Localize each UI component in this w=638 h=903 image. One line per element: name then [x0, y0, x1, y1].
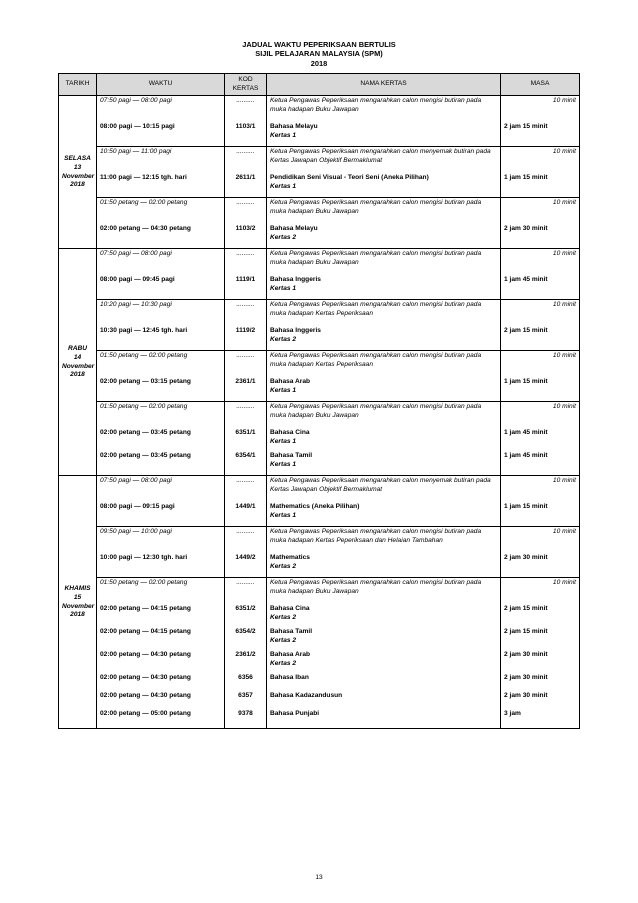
- masa-cell: 10 minit: [501, 351, 580, 379]
- masa-cell: 10 minit: [501, 198, 580, 226]
- waktu-cell: 02:00 petang — 04:15 petang: [97, 605, 225, 628]
- exam-row: [59, 452, 580, 476]
- waktu-cell: 08:00 pagi — 09:15 pagi: [97, 503, 225, 527]
- masa-cell: 1 jam 45 minit: [501, 429, 580, 452]
- nama-cell: [267, 147, 501, 175]
- waktu-cell: 10:50 pagi — 11:00 pagi: [97, 147, 225, 175]
- timetable-body: [59, 96, 580, 729]
- waktu-cell: 01:50 petang — 02:00 petang: [97, 578, 225, 606]
- kertas-label: Kertas 1: [270, 386, 297, 394]
- kod-cell: 1103/1: [225, 123, 267, 147]
- waktu-cell: 08:00 pagi — 09:45 pagi: [97, 276, 225, 300]
- kod-cell: 6351/2: [225, 605, 267, 628]
- waktu-cell: 01:50 petang — 02:00 petang: [97, 351, 225, 379]
- nama-cell: [267, 628, 501, 651]
- nama-text: Mathematics: [270, 554, 310, 561]
- kod-cell: ..........: [225, 147, 267, 175]
- kod-cell: ..........: [225, 402, 267, 430]
- waktu-cell: 02:00 petang — 03:45 petang: [97, 429, 225, 452]
- kertas-label: Kertas 2: [270, 636, 297, 644]
- instruction-row: [59, 476, 580, 504]
- kod-cell: 6354/2: [225, 628, 267, 651]
- waktu-cell: 10:00 pagi — 12:30 tgh. hari: [97, 554, 225, 578]
- instruction-row: [59, 402, 580, 430]
- kertas-label: Kertas 1: [270, 131, 297, 139]
- exam-row: [59, 378, 580, 402]
- col-kod-kertas: [225, 74, 267, 96]
- nama-cell: [267, 692, 501, 710]
- kertas-label: Kertas 1: [270, 460, 297, 468]
- waktu-cell: 02:00 petang — 04:30 petang: [97, 692, 225, 710]
- kertas-label: Kertas 1: [270, 284, 297, 292]
- waktu-cell: 07:50 pagi — 08:00 pagi: [97, 249, 225, 277]
- exam-row: [59, 503, 580, 527]
- waktu-cell: 01:50 petang — 02:00 petang: [97, 402, 225, 430]
- waktu-cell: 02:00 petang — 04:15 petang: [97, 628, 225, 651]
- kod-cell: 1119/2: [225, 327, 267, 351]
- col-tarikh: TARIKH: [59, 74, 97, 96]
- kertas-label: Kertas 2: [270, 659, 297, 667]
- kod-cell: ..........: [225, 249, 267, 277]
- nama-text: Bahasa Iban: [270, 674, 309, 681]
- exam-row: [59, 174, 580, 198]
- masa-cell: 10 minit: [501, 476, 580, 504]
- nama-cell: [267, 674, 501, 692]
- masa-cell: 2 jam 15 minit: [501, 628, 580, 651]
- title-line-3: 2018: [310, 58, 328, 68]
- masa-cell: 2 jam 15 minit: [501, 605, 580, 628]
- masa-cell: 10 minit: [501, 249, 580, 277]
- kod-cell: ..........: [225, 578, 267, 606]
- date-date: 15 November: [62, 593, 95, 610]
- nama-cell: [267, 198, 501, 226]
- date-day: RABU: [67, 345, 88, 353]
- nama-cell: [267, 578, 501, 606]
- masa-cell: 1 jam 15 minit: [501, 503, 580, 527]
- nama-text: Bahasa Kadazandusun: [270, 692, 343, 699]
- nama-cell: [267, 503, 501, 527]
- waktu-cell: 10:20 pagi — 10:30 pagi: [97, 300, 225, 328]
- masa-cell: 2 jam 30 minit: [501, 225, 580, 249]
- kod-cell: ..........: [225, 198, 267, 226]
- nama-text: Bahasa Arab: [270, 651, 311, 658]
- kod-cell: 1449/1: [225, 503, 267, 527]
- exam-row: [59, 276, 580, 300]
- kertas-label: Kertas 2: [270, 562, 297, 570]
- nama-text: Bahasa Punjabi: [270, 710, 320, 717]
- nama-text: Mathematics (Aneka Pilihan): [270, 503, 360, 510]
- kod-cell: 1449/2: [225, 554, 267, 578]
- waktu-cell: 02:00 petang — 04:30 petang: [97, 674, 225, 692]
- date-date: 14 November: [62, 353, 95, 370]
- masa-cell: 1 jam 45 minit: [501, 452, 580, 476]
- waktu-cell: 10:30 pagi — 12:45 tgh. hari: [97, 327, 225, 351]
- kod-cell: 2361/2: [225, 651, 267, 674]
- kod-cell: 1119/1: [225, 276, 267, 300]
- exam-row: [59, 674, 580, 692]
- nama-cell: [267, 651, 501, 674]
- masa-cell: 2 jam 30 minit: [501, 651, 580, 674]
- waktu-cell: 11:00 pagi — 12:15 tgh. hari: [97, 174, 225, 198]
- nama-text: Ketua Pengawas Peperiksaan mengarahkan calon mengisi butiran pada muka hadapan Buku Jawapan: [270, 403, 482, 419]
- nama-cell: [267, 174, 501, 198]
- instruction-row: [59, 198, 580, 226]
- waktu-cell: 01:50 petang — 02:00 petang: [97, 198, 225, 226]
- date-cell: [59, 96, 97, 249]
- nama-cell: [267, 378, 501, 402]
- nama-cell: [267, 429, 501, 452]
- date-day: KHAMIS: [64, 585, 91, 593]
- kod-cell: ..........: [225, 96, 267, 124]
- instruction-row: [59, 147, 580, 175]
- header-row: [59, 74, 580, 96]
- nama-cell: [267, 123, 501, 147]
- exam-timetable: [58, 73, 580, 729]
- exam-row: [59, 429, 580, 452]
- exam-row: [59, 225, 580, 249]
- exam-row: [59, 327, 580, 351]
- date-day: SELASA: [64, 155, 91, 163]
- date-date: 13 November: [62, 163, 95, 180]
- kertas-label: Kertas 1: [270, 437, 297, 445]
- masa-cell: 2 jam 15 minit: [501, 327, 580, 351]
- instruction-row: [59, 96, 580, 124]
- masa-cell: 10 minit: [501, 402, 580, 430]
- exam-row: [59, 554, 580, 578]
- kod-cell: 6356: [225, 674, 267, 692]
- nama-cell: [267, 710, 501, 729]
- nama-cell: [267, 476, 501, 504]
- kod-cell: ..........: [225, 527, 267, 555]
- waktu-cell: 08:00 pagi — 10:15 pagi: [97, 123, 225, 147]
- exam-row: [59, 710, 580, 729]
- kod-cell: 9378: [225, 710, 267, 729]
- exam-row: [59, 651, 580, 674]
- col-waktu: WAKTU: [97, 74, 225, 96]
- nama-cell: [267, 96, 501, 124]
- kod-cell: 2361/1: [225, 378, 267, 402]
- page-number: 13: [315, 874, 323, 881]
- kod-cell: 6351/1: [225, 429, 267, 452]
- nama-text: Bahasa Tamil: [270, 628, 313, 635]
- nama-cell: [267, 249, 501, 277]
- nama-cell: [267, 225, 501, 249]
- nama-text: Bahasa Cina: [270, 605, 310, 612]
- kod-cell: 1103/2: [225, 225, 267, 249]
- kod-cell: 6354/1: [225, 452, 267, 476]
- exam-row: [59, 605, 580, 628]
- nama-text: Ketua Pengawas Peperiksaan mengarahkan calon mengisi butiran pada muka hadapan Kertas Peperiksaan: [270, 301, 482, 317]
- masa-cell: 1 jam 45 minit: [501, 276, 580, 300]
- waktu-cell: 09:50 pagi — 10:00 pagi: [97, 527, 225, 555]
- kertas-label: Kertas 2: [270, 233, 297, 241]
- nama-text: Bahasa Tamil: [270, 452, 313, 459]
- instruction-row: [59, 578, 580, 606]
- nama-text: Ketua Pengawas Peperiksaan mengarahkan calon menyemak butiran pada Kertas Jawapan Objektif Bermaklumat: [270, 148, 491, 164]
- nama-text: Ketua Pengawas Peperiksaan mengarahkan calon mengisi butiran pada muka hadapan Buku Jawapan: [270, 199, 482, 215]
- col-nama-kertas: NAMA KERTAS: [267, 74, 501, 96]
- kertas-label: Kertas 1: [270, 511, 297, 519]
- title-line-1: JADUAL WAKTU PEPERIKSAAN BERTULIS: [242, 40, 396, 49]
- kod-cell: ..........: [225, 476, 267, 504]
- kertas-label: Kertas 2: [270, 335, 297, 343]
- waktu-cell: 07:50 pagi — 08:00 pagi: [97, 476, 225, 504]
- date-cell: [59, 476, 97, 729]
- nama-text: Bahasa Inggeris: [270, 327, 321, 334]
- nama-text: Pendidikan Seni Visual - Teori Seni (Aneka Pilihan): [270, 174, 429, 181]
- col-kod-line2: KERTAS: [232, 84, 259, 92]
- kod-cell: ..........: [225, 351, 267, 379]
- col-masa: MASA: [501, 74, 580, 96]
- masa-cell: 10 minit: [501, 527, 580, 555]
- instruction-row: [59, 300, 580, 328]
- nama-text: Ketua Pengawas Peperiksaan mengarahkan calon menyemak butiran pada Kertas Jawapan Objektif Bermaklumat: [270, 477, 491, 493]
- masa-cell: 10 minit: [501, 300, 580, 328]
- exam-row: [59, 692, 580, 710]
- waktu-cell: 02:00 petang — 03:45 petang: [97, 452, 225, 476]
- masa-cell: 1 jam 15 minit: [501, 378, 580, 402]
- kertas-label: Kertas 2: [270, 613, 297, 621]
- title-line-2: SIJIL PELAJARAN MALAYSIA (SPM): [255, 49, 383, 59]
- masa-cell: 10 minit: [501, 578, 580, 606]
- date-year: 2018: [70, 371, 85, 379]
- nama-cell: [267, 276, 501, 300]
- exam-row: [59, 123, 580, 147]
- instruction-row: [59, 249, 580, 277]
- masa-cell: 1 jam 15 minit: [501, 174, 580, 198]
- date-year: 2018: [70, 611, 85, 619]
- masa-cell: 2 jam 30 minit: [501, 674, 580, 692]
- masa-cell: 3 jam: [501, 710, 580, 729]
- waktu-cell: 02:00 petang — 04:30 petang: [97, 225, 225, 249]
- nama-text: Bahasa Melayu: [270, 225, 318, 232]
- nama-cell: [267, 452, 501, 476]
- nama-text: Bahasa Arab: [270, 378, 311, 385]
- masa-cell: 10 minit: [501, 147, 580, 175]
- date-cell: [59, 249, 97, 476]
- nama-cell: [267, 605, 501, 628]
- nama-text: Bahasa Melayu: [270, 123, 318, 130]
- document-title: [0, 40, 638, 68]
- instruction-row: [59, 351, 580, 379]
- waktu-cell: 02:00 petang — 04:30 petang: [97, 651, 225, 674]
- date-year: 2018: [70, 181, 85, 189]
- nama-cell: [267, 527, 501, 555]
- masa-cell: 10 minit: [501, 96, 580, 124]
- nama-cell: [267, 554, 501, 578]
- col-kod-line1: KOD: [238, 75, 253, 83]
- waktu-cell: 02:00 petang — 05:00 petang: [97, 710, 225, 729]
- kertas-label: Kertas 1: [270, 182, 297, 190]
- nama-text: Bahasa Inggeris: [270, 276, 321, 283]
- nama-cell: [267, 300, 501, 328]
- exam-row: [59, 628, 580, 651]
- kod-cell: 2611/1: [225, 174, 267, 198]
- masa-cell: 2 jam 30 minit: [501, 692, 580, 710]
- waktu-cell: 02:00 petang — 03:15 petang: [97, 378, 225, 402]
- masa-cell: 2 jam 30 minit: [501, 554, 580, 578]
- kod-cell: 6357: [225, 692, 267, 710]
- nama-text: Ketua Pengawas Peperiksaan mengarahkan calon mengisi butiran pada muka hadapan Buku Jawapan: [270, 97, 482, 113]
- masa-cell: 2 jam 15 minit: [501, 123, 580, 147]
- nama-text: Ketua Pengawas Peperiksaan mengarahkan calon mengisi butiran pada muka hadapan Kertas Peperiksaan: [270, 352, 482, 368]
- nama-cell: [267, 327, 501, 351]
- nama-cell: [267, 351, 501, 379]
- nama-cell: [267, 402, 501, 430]
- kod-cell: ..........: [225, 300, 267, 328]
- nama-text: Ketua Pengawas Peperiksaan mengarahkan calon mengisi butiran pada muka hadapan Buku Jawapan: [270, 250, 482, 266]
- waktu-cell: 07:50 pagi — 08:00 pagi: [97, 96, 225, 124]
- nama-text: Bahasa Cina: [270, 429, 310, 436]
- instruction-row: [59, 527, 580, 555]
- nama-text: Ketua Pengawas Peperiksaan mengarahkan calon mengisi butiran pada muka hadapan Kertas Peperiksaan dan Helaian Tambahan: [270, 528, 482, 544]
- nama-text: Ketua Pengawas Peperiksaan mengarahkan calon mengisi butiran pada muka hadapan Buku Jawapan: [270, 579, 482, 595]
